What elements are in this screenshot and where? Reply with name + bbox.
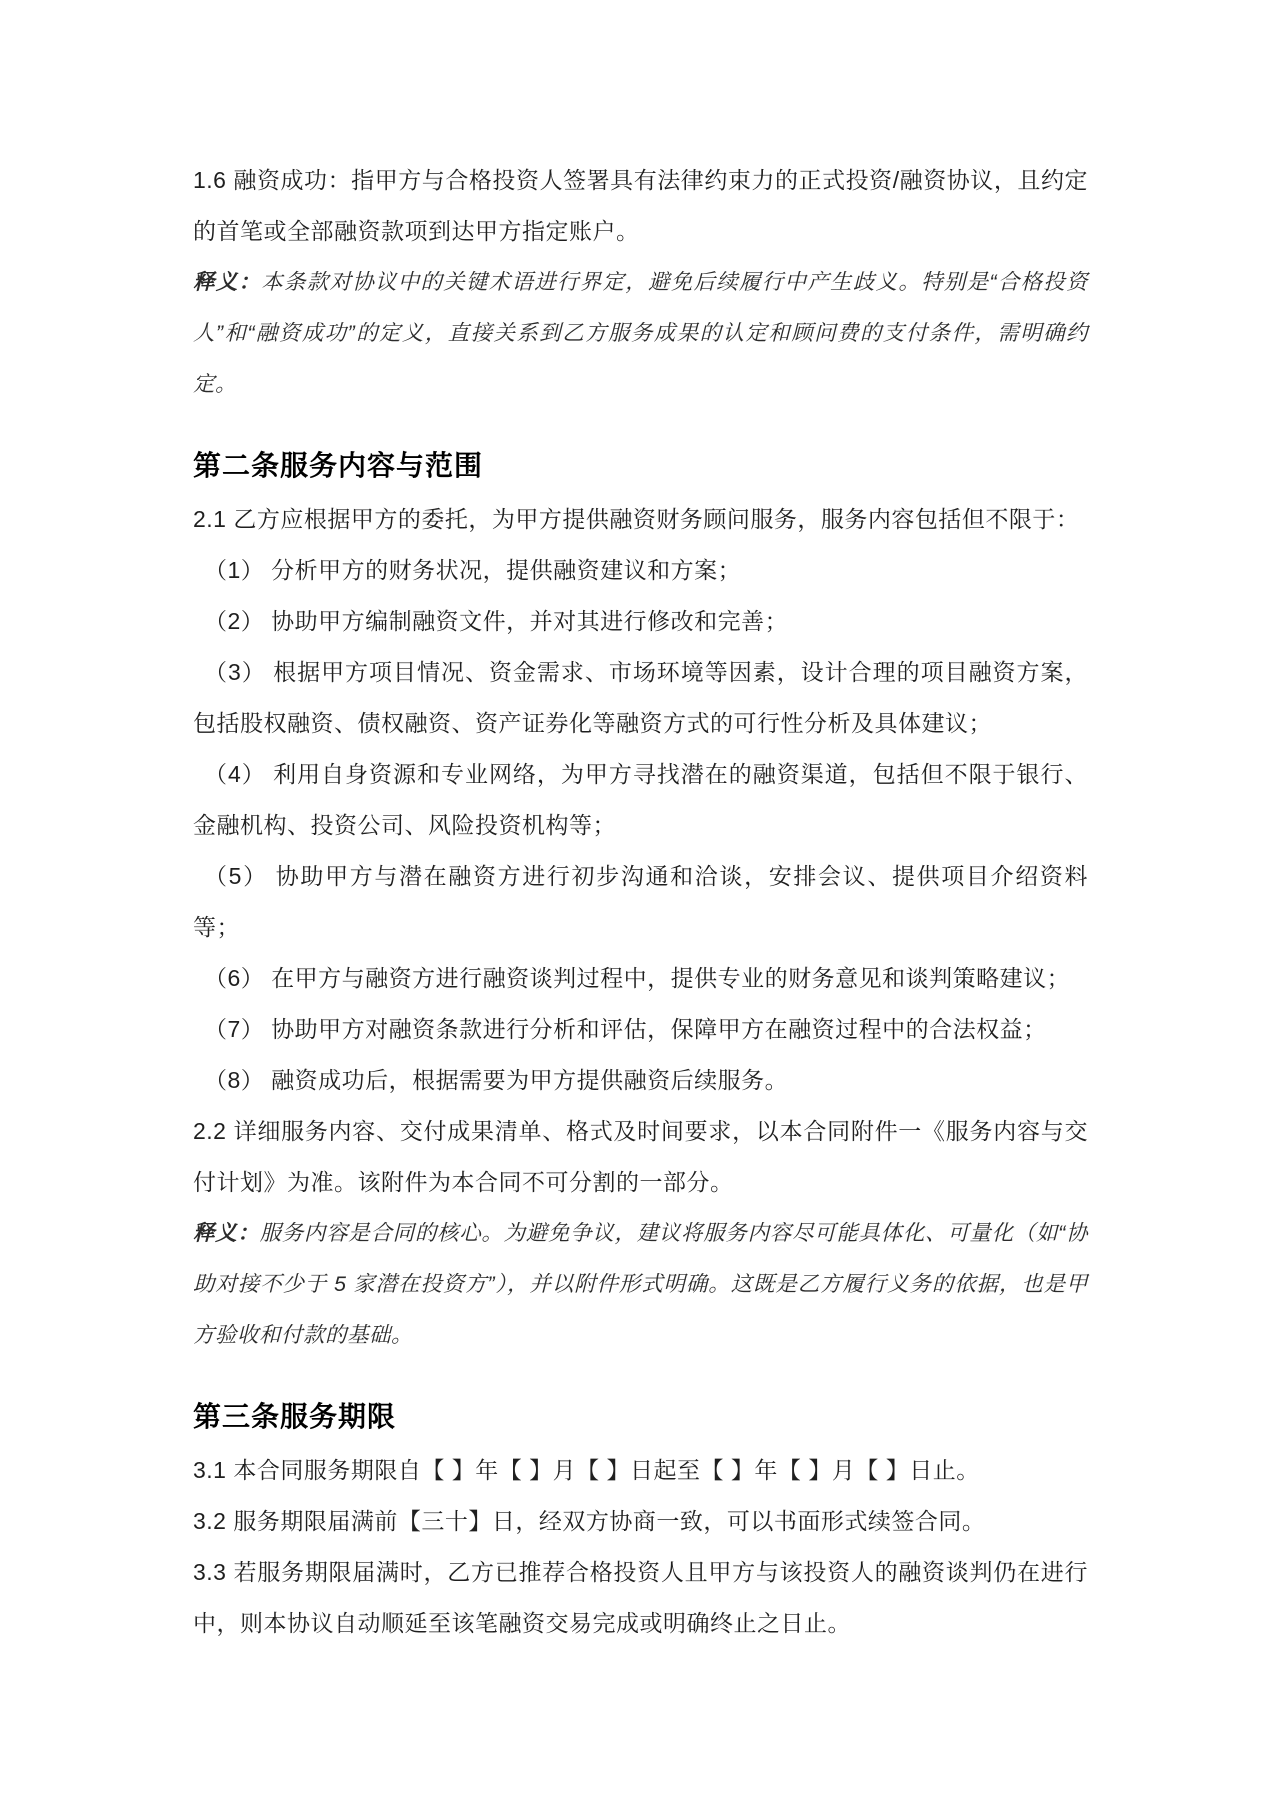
section-3-heading: 第三条服务期限 bbox=[193, 1401, 397, 1432]
annotation-service-scope bbox=[193, 1208, 1088, 1361]
annotation-definitions-label: 释义： bbox=[193, 270, 262, 294]
section-2-heading: 第二条服务内容与范围 bbox=[193, 450, 484, 481]
annotation-service-scope-text: 服务内容是合同的核心。为避免争议，建议将服务内容尽可能具体化、可量化（如“协助对接不少于 5 家潜在投资方”），并以附件形式明确。这既是乙方履行义务的依据，也是甲方验收和付款的基础。 bbox=[193, 1221, 1088, 1347]
annotation-service-scope-label: 释义： bbox=[193, 1221, 260, 1245]
service-item-3: （3） 根据甲方项目情况、资金需求、市场环境等因素，设计合理的项目融资方案，包括股权融资、债权融资、资产证券化等融资方式的可行性分析及具体建议； bbox=[193, 659, 1088, 736]
service-item-8: （8） 融资成功后，根据需要为甲方提供融资后续服务。 bbox=[204, 1067, 789, 1093]
service-item-6: （6） 在甲方与融资方进行融资谈判过程中，提供专业的财务意见和谈判策略建议； bbox=[204, 965, 1071, 991]
clause-3-3: 3.3 若服务期限届满时，乙方已推荐合格投资人且甲方与该投资人的融资谈判仍在进行中，则本协议自动顺延至该笔融资交易完成或明确终止之日止。 bbox=[193, 1559, 1088, 1636]
clause-3-1: 3.1 本合同服务期限自【 】年【 】月【 】日起至【 】年【 】月【 】日止。 bbox=[193, 1457, 980, 1483]
clause-3-2: 3.2 服务期限届满前【三十】日，经双方协商一致，可以书面形式续签合同。 bbox=[193, 1508, 986, 1534]
service-item-4: （4） 利用自身资源和专业网络，为甲方寻找潜在的融资渠道，包括但不限于银行、金融机构、投资公司、风险投资机构等； bbox=[193, 761, 1088, 838]
service-item-2: （2） 协助甲方编制融资文件，并对其进行修改和完善； bbox=[204, 608, 789, 634]
clause-2-1: 2.1 乙方应根据甲方的委托，为甲方提供融资财务顾问服务，服务内容包括但不限于： bbox=[193, 506, 1080, 532]
annotation-definitions bbox=[193, 257, 1088, 410]
service-item-5: （5） 协助甲方与潜在融资方进行初步沟通和洽谈，安排会议、提供项目介绍资料等； bbox=[193, 863, 1088, 940]
clause-2-2: 2.2 详细服务内容、交付成果清单、格式及时间要求，以本合同附件一《服务内容与交付计划》为准。该附件为本合同不可分割的一部分。 bbox=[193, 1118, 1088, 1195]
service-item-1: （1） 分析甲方的财务状况，提供融资建议和方案； bbox=[204, 557, 742, 583]
clause-1-6: 1.6 融资成功：指甲方与合格投资人签署具有法律约束力的正式投资/融资协议，且约定的首笔或全部融资款项到达甲方指定账户。 bbox=[193, 167, 1088, 244]
annotation-definitions-text: 本条款对协议中的关键术语进行界定，避免后续履行中产生歧义。特别是“合格投资人”和“融资成功”的定义，直接关系到乙方服务成果的认定和顾问费的支付条件，需明确约定。 bbox=[193, 270, 1088, 396]
service-item-7: （7） 协助甲方对融资条款进行分析和评估，保障甲方在融资过程中的合法权益； bbox=[204, 1016, 1047, 1042]
